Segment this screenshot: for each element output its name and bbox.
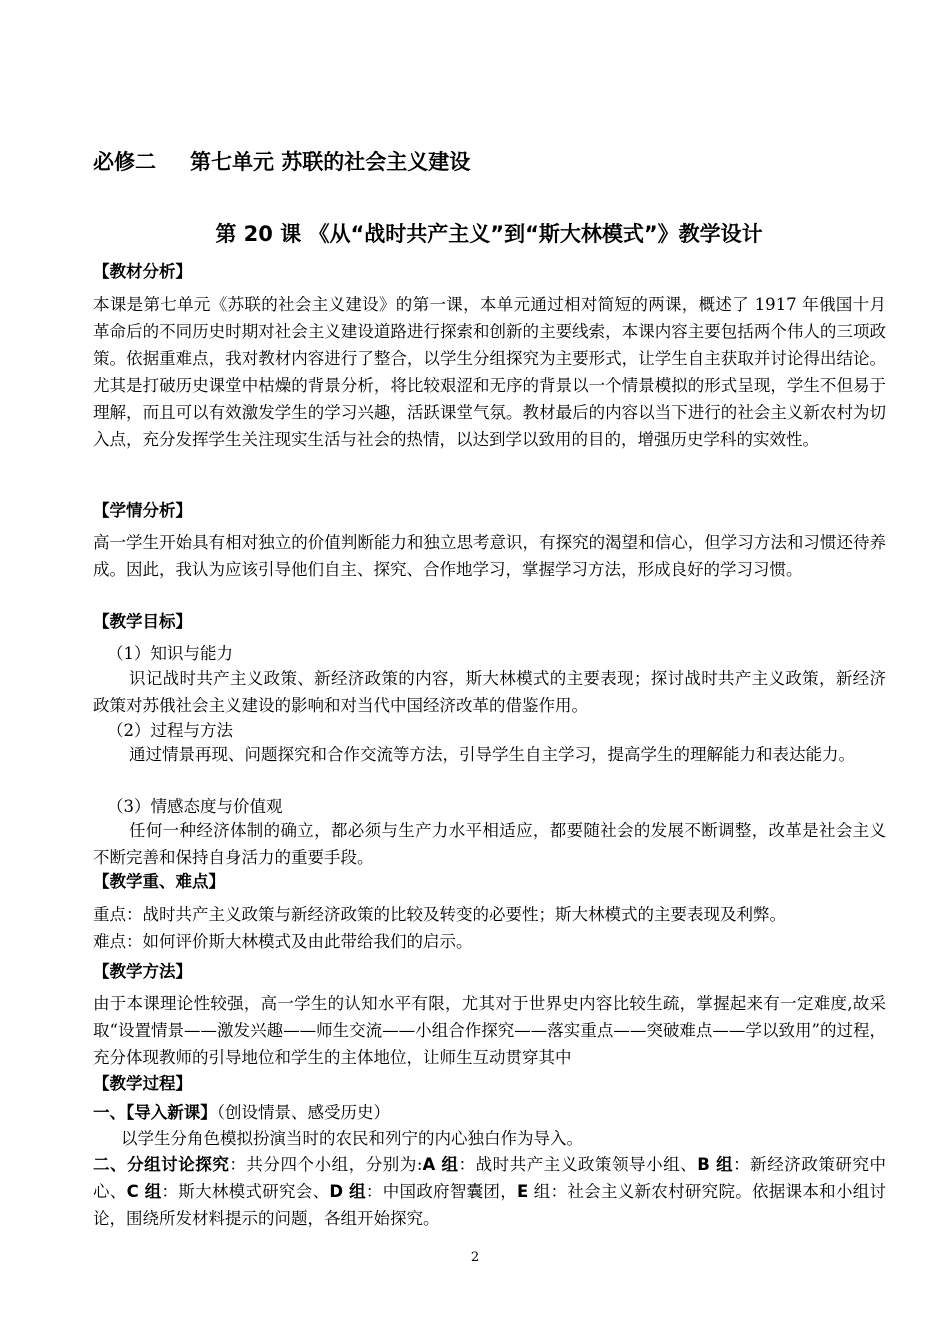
key-point-text: 重点：战时共产主义政策与新经济政策的比较及转变的必要性；斯大林模式的主要表现及利弊。 xyxy=(93,905,786,924)
objective-2-body: 通过情景再现、问题探究和合作交流等方法，引导学生自主学习，提高学生的理解能力和表达能力。 xyxy=(129,745,855,764)
process-step-2 xyxy=(93,1151,886,1232)
step-2-label: 二、分组讨论探究 xyxy=(93,1155,230,1174)
group-b-text: ：新经济政策研究中心、 xyxy=(93,1155,887,1201)
difficult-point-text: 难点：如何评价斯大林模式及由此带给我们的启示。 xyxy=(93,932,473,951)
page-number: 2 xyxy=(470,1250,480,1265)
group-a-text: ：战时共产主义政策领导小组、 xyxy=(458,1155,698,1174)
lesson-title: 第 20 课 《从“战时共产主义”到“斯大林模式”》教学设计 xyxy=(215,222,763,246)
group-a-label: A 组 xyxy=(422,1155,459,1174)
objective-1-body: 识记战时共产主义政策、新经济政策的内容，斯大林模式的主要表现；探讨战时共产主义政策，新经济政策对苏俄社会主义建设的影响和对当代中国经济改革的借鉴作用。 xyxy=(93,669,886,715)
process-step-1 xyxy=(93,1099,390,1126)
step-1-label: 一、【导入新课】 xyxy=(93,1103,217,1122)
key-points-heading: 【教学重、难点】 xyxy=(93,872,225,891)
unit-title-part1: 必修二 xyxy=(93,150,156,174)
objective-1-title: （1）知识与能力 xyxy=(107,644,233,663)
student-analysis-heading: 【学情分析】 xyxy=(93,501,192,520)
unit-title-part2: 第七单元 苏联的社会主义建设 xyxy=(190,150,471,174)
step-1-body: 以学生分角色模拟扮演当时的农民和列宁的内心独白作为导入。 xyxy=(121,1129,583,1148)
methods-body: 由于本课理论性较强，高一学生的认知水平有限，尤其对于世界史内容比较生疏，掌握起来有一定难度,故采取“设置情景——激发兴趣——师生交流——小组合作探究——落实重点——突破难点——学以致用”的过程，充分体现教师的引导地位和学生的主体地位，让师生互动贯穿其中 xyxy=(93,994,886,1067)
textbook-analysis-heading: 【教材分析】 xyxy=(93,262,192,281)
group-c-text: ：斯大林模式研究会、 xyxy=(161,1182,330,1201)
group-e-label: E xyxy=(516,1182,529,1201)
group-e-text: 组：社会主义新农村研究院。依据课本和小组讨论，围绕所发材料提示的问题，各组开始探究。 xyxy=(93,1182,887,1228)
objective-3-title: （3）情感态度与价值观 xyxy=(107,797,283,816)
textbook-analysis-body: 本课是第七单元《苏联的社会主义建设》的第一课，本单元通过相对简短的两课，概述了 1917 年俄国十月革命后的不同历史时期对社会主义建设道路进行探索和创新的主要线索，本课内容主要包括两个伟人的三项政策。依据重难点，我对教材内容进行了整合，以学生分组探究为主要形式，让学生自主获取并讨论得出结论。尤其是打破历史课堂中枯燥的背景分析，将比较艰涩和无序的背景以一个情景模拟的形式呈现，学生不但易于理解，而且可以有效激发学生的学习兴趣，活跃课堂气氛。教材最后的内容以当下进行的社会主义新农村为切入点，充分发挥学生关注现实生活与社会的热情，以达到学以致用的目的，增强历史学科的实效性。 xyxy=(93,295,886,449)
step-1-note: （创设情景、感受历史） xyxy=(216,1103,390,1122)
objective-2-title: （2）过程与方法 xyxy=(107,721,233,740)
step-2-intro: ：共分四个小组，分别为: xyxy=(229,1155,423,1174)
group-b-label: B 组 xyxy=(697,1155,734,1174)
group-c-label: C 组 xyxy=(126,1182,162,1201)
group-d-label: D 组 xyxy=(329,1182,366,1201)
student-analysis-body: 高一学生开始具有相对独立的价值判断能力和独立思考意识，有探究的渴望和信心，但学习方法和习惯还待养成。因此，我认为应该引导他们自主、探究、合作地学习，掌握学习方法，形成良好的学习习惯。 xyxy=(93,533,886,579)
methods-heading: 【教学方法】 xyxy=(93,962,192,981)
objectives-heading: 【教学目标】 xyxy=(93,612,192,631)
process-heading: 【教学过程】 xyxy=(93,1074,192,1093)
group-d-text: ：中国政府智囊团， xyxy=(365,1182,517,1201)
objective-3-body: 任何一种经济体制的确立，都必须与生产力水平相适应，都要随社会的发展不断调整，改革是社会主义不断完善和保持自身活力的重要手段。 xyxy=(93,821,886,867)
unit-title xyxy=(93,146,470,176)
